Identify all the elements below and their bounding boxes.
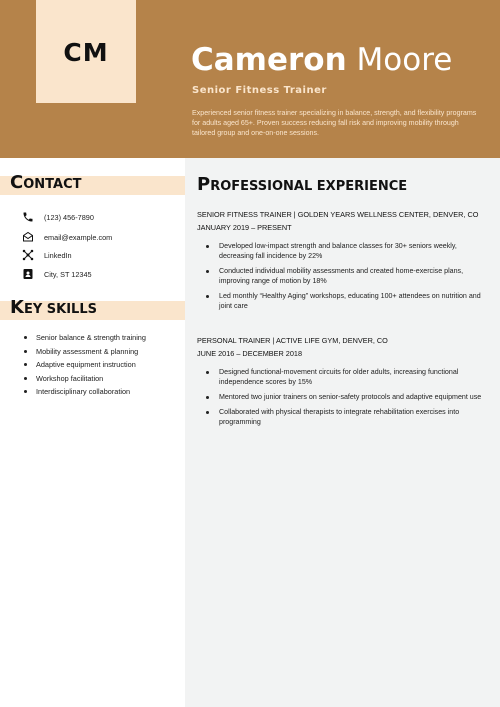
network-icon (22, 249, 34, 261)
job-entry (197, 336, 482, 432)
contact-email (22, 230, 113, 244)
list-item: Conducted individual mobility assessments and created home-exercise plans, improving range of motion by 18% (197, 266, 482, 286)
resume-header (0, 0, 500, 158)
phone-icon (22, 211, 34, 223)
monogram: CM (63, 38, 109, 67)
list-item: Interdisciplinary collaboration (22, 387, 146, 401)
job-dates: JANUARY 2019 – PRESENT (197, 223, 292, 232)
email-address[interactable]: email@example.com (44, 232, 113, 242)
job-headline: PERSONAL TRAINER | ACTIVE LIFE GYM, DENVER, CO (197, 336, 388, 345)
monogram-box (36, 0, 136, 103)
contact-phone (22, 210, 94, 224)
list-item: Developed low-impact strength and balance classes for 30+ seniors weekly, decreasing fall incidence by 22% (197, 241, 482, 261)
skills-heading: KEY SKILLS (10, 297, 97, 318)
experience-heading: PROFESSIONAL EXPERIENCE (197, 174, 408, 195)
job-bullets (197, 367, 482, 427)
profile-summary: Experienced senior fitness trainer specializing in balance, strength, and flexibility programs for adults aged 65+. Proven success reducing fall risk and improving mobility through tailored group and one-on-one sessions. (192, 109, 477, 137)
list-item: Mentored two junior trainers on senior-safety protocols and adaptive equipment use (197, 392, 482, 402)
list-item: Designed functional-movement circuits for older adults, increasing functional independence scores by 15% (197, 367, 482, 387)
contact-linkedin (22, 248, 72, 262)
list-item: Collaborated with physical therapists to integrate rehabilitation exercises into programming (197, 407, 482, 427)
candidate-name (191, 42, 452, 78)
job-dates: JUNE 2016 – DECEMBER 2018 (197, 349, 303, 358)
job-headline: SENIOR FITNESS TRAINER | GOLDEN YEARS WELLNESS CENTER, DENVER, CO (197, 210, 479, 219)
contact-card-icon (22, 268, 34, 280)
contact-heading: CONTACT (10, 172, 82, 193)
last-name: Moore (356, 42, 453, 78)
skills-list (22, 333, 146, 401)
envelope-icon (22, 231, 34, 243)
contact-location (22, 267, 92, 281)
linkedin-link[interactable]: LinkedIn (44, 250, 72, 260)
job-title: Senior Fitness Trainer (192, 85, 327, 96)
job-bullets (197, 241, 482, 311)
job-entry (197, 210, 482, 316)
list-item: Senior balance & strength training (22, 333, 146, 347)
list-item: Workshop facilitation (22, 374, 146, 388)
phone-number[interactable]: (123) 456-7890 (44, 212, 94, 222)
list-item: Mobility assessment & planning (22, 347, 146, 361)
list-item: Led monthly “Healthy Aging” workshops, educating 100+ attendees on nutrition and joint care (197, 291, 482, 311)
first-name: Cameron (191, 42, 347, 78)
location: City, ST 12345 (44, 269, 92, 279)
list-item: Adaptive equipment instruction (22, 360, 146, 374)
